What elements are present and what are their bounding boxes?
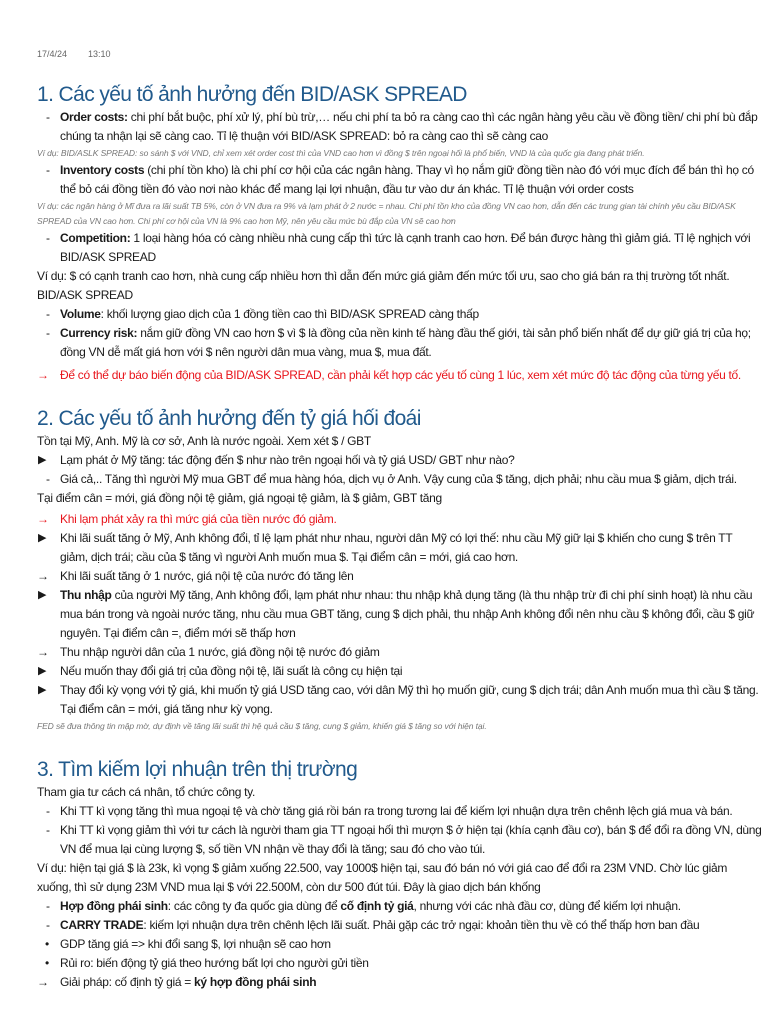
arrow-icon: → — [37, 645, 49, 659]
dash-marker: - — [46, 804, 50, 818]
volume-label: Volume — [60, 307, 101, 321]
solution-bold: ký hợp đồng phái sinh — [194, 975, 317, 989]
inventory-costs-item — [37, 161, 762, 199]
order-costs-note: Ví dụ: BID/ASLK SPREAD: so sánh $ với VND, chỉ xem xét order cost thì của VND cao hơn vì đồng $ trên ngoại hối là phổ biến, VND là của quốc gia đang phát triển. — [37, 148, 645, 158]
interest-conclusion-row — [37, 567, 762, 586]
competition-example: Ví dụ: $ có cạnh tranh cao hơn, nhà cung cấp nhiều hơn thì dẫn đến mức giá giảm đến mức tối ưu, sao cho giá bán ra thị trường tốt nhất. BID/ASK SPREAD — [37, 269, 730, 302]
expect-up-row — [37, 802, 762, 821]
competition-label: Competition: — [60, 231, 131, 245]
prices-item: Giá cả,.. Tăng thì người Mỹ mua GBT để mua hàng hóa, dịch vụ ở Anh. Vậy cung của $ tăng, dịch phải; nhu cầu mua $ giảm, dịch trái. — [60, 472, 737, 486]
arrow-icon: → — [37, 512, 49, 526]
derivatives-item — [37, 897, 762, 916]
tool-item: Nếu muốn thay đổi giá trị của đồng nội tệ, lãi suất là công cụ hiện tại — [60, 664, 403, 678]
equilibrium-text: Tại điểm cân = mới, giá đồng nội tệ giảm, giá ngoại tệ giảm, là $ giảm, GBT tăng — [37, 491, 442, 505]
interest-conclusion: Khi lãi suất tăng ở 1 nước, giá nội tệ của nước đó tăng lên — [60, 569, 354, 583]
triangle-bullet-icon: ▶ — [38, 665, 47, 677]
inventory-costs-text: (chi phí tồn kho) là chi phí cơ hội của các ngân hàng. Thay vì họ nắm giữ đồng tiền nào đó với mục đích để bán thì họ có thể bỏ cái đồng tiền đó vào nơi nào khác để mang lại lợi nhuận, đầu tư vào dư án khác. Tỉ lệ thuận với order costs — [60, 163, 754, 196]
inflation-row — [37, 451, 762, 470]
dot-bullet-icon: • — [45, 937, 49, 951]
risk-item: Rủi ro: biến động tỷ giá theo hướng bất lợi cho người gửi tiền — [60, 956, 369, 970]
interest-item: Khi lãi suất tăng ở Mỹ, Anh không đổi, tỉ lệ lạm phát như nhau, người dân Mỹ có lợi thế: nhu cầu Mỹ giữ lại $ khiến cho cung $ trên TT giảm, dịch trái; cầu của $ tăng vì người Anh muốn mua $. Tại điểm cân = mới, giá cao hơn. — [60, 531, 733, 564]
dash-marker: - — [46, 231, 50, 245]
expectation-row — [37, 681, 762, 719]
income-conclusion: Thu nhập người dân của 1 nước, giá đồng nội tệ nước đó giảm — [60, 645, 380, 659]
arrow-icon: → — [37, 569, 49, 583]
short-sale-example: Ví dụ: hiện tại giá $ là 23k, kì vọng $ giảm xuống 22.500, vay 1000$ hiện tại, sau đó bán nó với giá cao để đổi ra 23M VND. Chờ lúc giảm xuống, thì sử dụng 23M VND mua lại $ với 22.500M, còn dư 500 đút túi. Đây là giao dịch bán khống — [37, 861, 728, 894]
dash-marker: - — [46, 326, 50, 340]
derivatives-bold: cố định tỷ giá — [340, 899, 414, 913]
carry-trade-text: : kiếm lợi nhuận dựa trên chênh lệch lãi suất. Phải gặp các trở ngại: khoản tiền thu về có thể thấp hơn ban đầu — [143, 918, 700, 932]
s2-intro: Tồn tại Mỹ, Anh. Mỹ là cơ sở, Anh là nước ngoài. Xem xét $ / GBT — [37, 434, 371, 448]
dash-marker: - — [46, 899, 50, 913]
competition-item — [37, 229, 762, 267]
inflation-conclusion-row — [37, 510, 762, 529]
competition-text: 1 loại hàng hóa có càng nhiều nhà cung cấp thì tức là cạnh tranh cao hơn. Để bán được hàng thì giảm giá. Tỉ lệ nghịch với BID/ASK SPREAD — [60, 231, 751, 264]
expect-down-row — [37, 821, 762, 859]
dash-marker: - — [46, 110, 50, 124]
dash-marker: - — [46, 163, 50, 177]
fed-note: FED sẽ đưa thông tin mập mờ, dự định về tăng lãi suất thì hệ quả cầu $ tăng, cung $ giảm, khiến giá $ tăng so với hiện tại. — [37, 721, 487, 731]
carry-trade-item — [37, 916, 762, 935]
volume-text: : khối lượng giao dịch của 1 đồng tiền cao thì BID/ASK SPREAD càng thấp — [100, 307, 479, 321]
income-item — [37, 586, 762, 643]
volume-item — [37, 305, 762, 324]
interest-row — [37, 529, 762, 567]
dot-bullet-icon: • — [45, 956, 49, 970]
header-date: 17/4/24 — [37, 49, 68, 59]
prices-row — [37, 470, 762, 489]
triangle-bullet-icon: ▶ — [38, 589, 47, 601]
inventory-costs-note: Ví dụ: các ngân hàng ở Mĩ đưa ra lãi suất TB 5%, còn ở VN đưa ra 9% và lạm phát ở 2 nước = nhau. Chi phí tồn kho của đồng VN cao hơn, dẫn đến các trung gian tài chính yêu cầu BID/ASK SPREAD của VN cao hơn. Chi phí cơ hội của VN là 9% cao hơn Mỹ, nên yêu cầu mức bù đắp của VN sẽ cao hơn — [37, 201, 736, 226]
inventory-costs-label: Inventory costs — [60, 163, 145, 177]
arrow-icon: → — [37, 368, 49, 382]
dash-marker: - — [46, 472, 50, 486]
dash-marker: - — [46, 918, 50, 932]
gdp-item: GDP tăng giá => khi đổi sang $, lợi nhuận sẽ cao hơn — [60, 937, 331, 951]
risk-row — [37, 954, 762, 973]
gdp-row — [37, 935, 762, 954]
expectation-item: Thay đổi kỳ vọng với tỷ giá, khi muốn tỷ giá USD tăng cao, với dân Mỹ thì họ muốn giữ, cung $ dịch trái; dân Anh muốn mua thì cầu $ tăng. Tại điểm cân = mới, giá tăng như kỳ vọng. — [60, 683, 759, 716]
triangle-bullet-icon: ▶ — [38, 454, 47, 466]
section-3-title: 3. Tìm kiếm lợi nhuận trên thị trường — [37, 758, 358, 781]
section-1-conclusion-row — [37, 366, 762, 385]
order-costs-item — [37, 108, 762, 146]
inflation-conclusion: Khi lạm phát xảy ra thì mức giá của tiền nước đó giảm. — [60, 512, 337, 526]
currency-risk-text: nắm giữ đồng VN cao hơn $ vì $ là đồng của nền kinh tế hàng đầu thế giới, tài sản phổ biến nhất để dự giữ giá trị của họ; đồng VN dễ mất giá hơn với $ nên người dân mua vàng, mua $, mua đất. — [60, 326, 751, 359]
dash-marker: - — [46, 307, 50, 321]
income-conclusion-row — [37, 643, 762, 662]
currency-risk-item — [37, 324, 762, 362]
derivatives-text: : các công ty đa quốc gia dùng để — [167, 899, 341, 913]
dash-marker: - — [46, 823, 50, 837]
solution-text: Giải pháp: cố định tỷ giá = — [60, 975, 195, 989]
section-1-title: 1. Các yếu tố ảnh hưởng đến BID/ASK SPREAD — [37, 83, 467, 106]
triangle-bullet-icon: ▶ — [38, 684, 47, 696]
solution-item — [37, 973, 762, 992]
income-label: Thu nhập — [60, 588, 112, 602]
section-1-conclusion: Để có thể dự báo biến động của BID/ASK SPREAD, cần phải kết hợp các yếu tố cùng 1 lúc, xem xét mức độ tác động của từng yếu tố. — [60, 368, 741, 382]
header — [37, 47, 762, 62]
inflation-item: Lạm phát ở Mỹ tăng: tác động đến $ như nào trên ngoại hối và tỷ giá USD/ GBT như nào? — [60, 453, 515, 467]
expect-up-item: Khi TT kì vọng tăng thì mua ngoại tệ và chờ tăng giá rồi bán ra trong tương lai để kiếm lợi nhuận dựa trên chênh lệch giá mua và bán. — [60, 804, 733, 818]
carry-trade-label: CARRY TRADE — [60, 918, 144, 932]
header-time: 13:10 — [88, 49, 111, 59]
order-costs-text: chi phí bắt buộc, phí xử lý, phí bù trừ,… nếu chi phí ta bỏ ra càng cao thì các ngân hàng yêu cầu về đồng tiền/ chi phí bù đắp chúng ta nhận lại sẽ càng cao. Tỉ lệ thuận với BID/ASK SPREAD: bỏ ra càng cao thì sẽ càng cao — [60, 110, 758, 143]
section-2-title: 2. Các yếu tố ảnh hưởng đến tỷ giá hối đoái — [37, 407, 421, 430]
derivatives-text-2: , nhưng với các nhà đầu cơ, dùng để kiếm lợi nhuận. — [413, 899, 681, 913]
currency-risk-label: Currency risk: — [60, 326, 138, 340]
derivatives-label: Hợp đồng phái sinh — [60, 899, 168, 913]
income-text: của người Mỹ tăng, Anh không đổi, lạm phát như nhau: thu nhập khả dụng tăng (là thu nhập trừ đi chi phí sinh hoạt) là nhu cầu mua bán trong và ngoài nước tăng, nhu cầu mua GBT tăng, cung $ dịch phải, thu nhập Anh không đổi nên nhu cầu $ không đổi, cầu $ giữ nguyên. Tại điểm cân =, điểm mới sẽ thấp hơn — [60, 588, 755, 640]
tool-row — [37, 662, 762, 681]
triangle-bullet-icon: ▶ — [38, 532, 47, 544]
s3-intro: Tham gia tư cách cá nhân, tổ chức công ty. — [37, 785, 256, 799]
order-costs-label: Order costs: — [60, 110, 128, 124]
arrow-icon: → — [37, 975, 49, 989]
expect-down-item: Khi TT kì vọng giảm thì với tư cách là người tham gia TT ngoại hối thì mượn $ ở hiện tại (khía cạnh đầu cơ), bán $ để đổi ra đồng VN, dùng VN để mua lại cùng lượng $, số tiền VN nhận về thay đổi là tăng; sau đó cho vào túi. — [60, 823, 762, 856]
